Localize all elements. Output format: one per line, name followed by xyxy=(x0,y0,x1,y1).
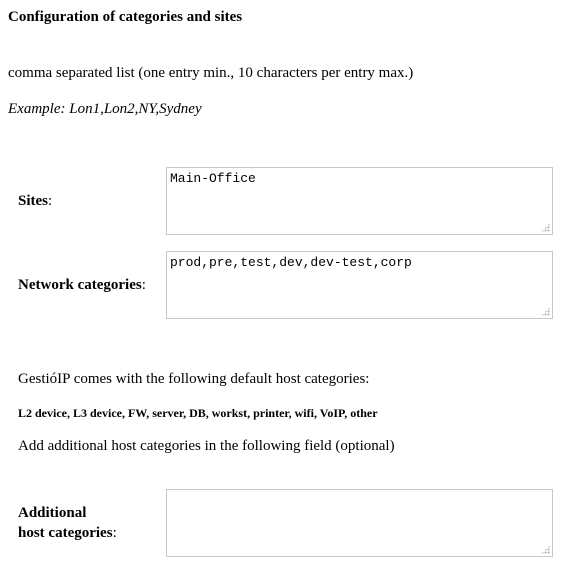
sites-label xyxy=(18,191,52,211)
example-text: Example: Lon1,Lon2,NY,Sydney xyxy=(8,101,202,117)
page-title: Configuration of categories and sites xyxy=(8,9,243,25)
sites-label-colon: : xyxy=(48,193,53,209)
additional-host-categories-label-colon: : xyxy=(112,525,117,541)
network-categories-label xyxy=(18,275,146,295)
additional-host-categories-label xyxy=(18,503,117,543)
instructions-text: comma separated list (one entry min., 10 characters per entry max.) xyxy=(8,65,414,81)
default-host-categories-intro: GestióIP comes with the following default host categories: xyxy=(18,371,370,387)
sites-textarea[interactable] xyxy=(166,167,553,235)
additional-host-categories-intro: Add additional host categories in the following field (optional) xyxy=(18,438,395,454)
network-categories-label-colon: : xyxy=(141,277,146,293)
network-categories-label-text: Network categories xyxy=(18,277,142,293)
additional-host-categories-textarea[interactable] xyxy=(166,489,553,557)
network-categories-textarea[interactable] xyxy=(166,251,553,319)
sites-label-text: Sites xyxy=(18,193,48,209)
additional-host-categories-label-line1: Additional xyxy=(18,505,87,521)
default-host-categories-list: L2 device, L3 device, FW, server, DB, workst, printer, wifi, VoIP, other xyxy=(18,406,378,420)
additional-host-categories-label-line2: host categories xyxy=(18,525,113,541)
